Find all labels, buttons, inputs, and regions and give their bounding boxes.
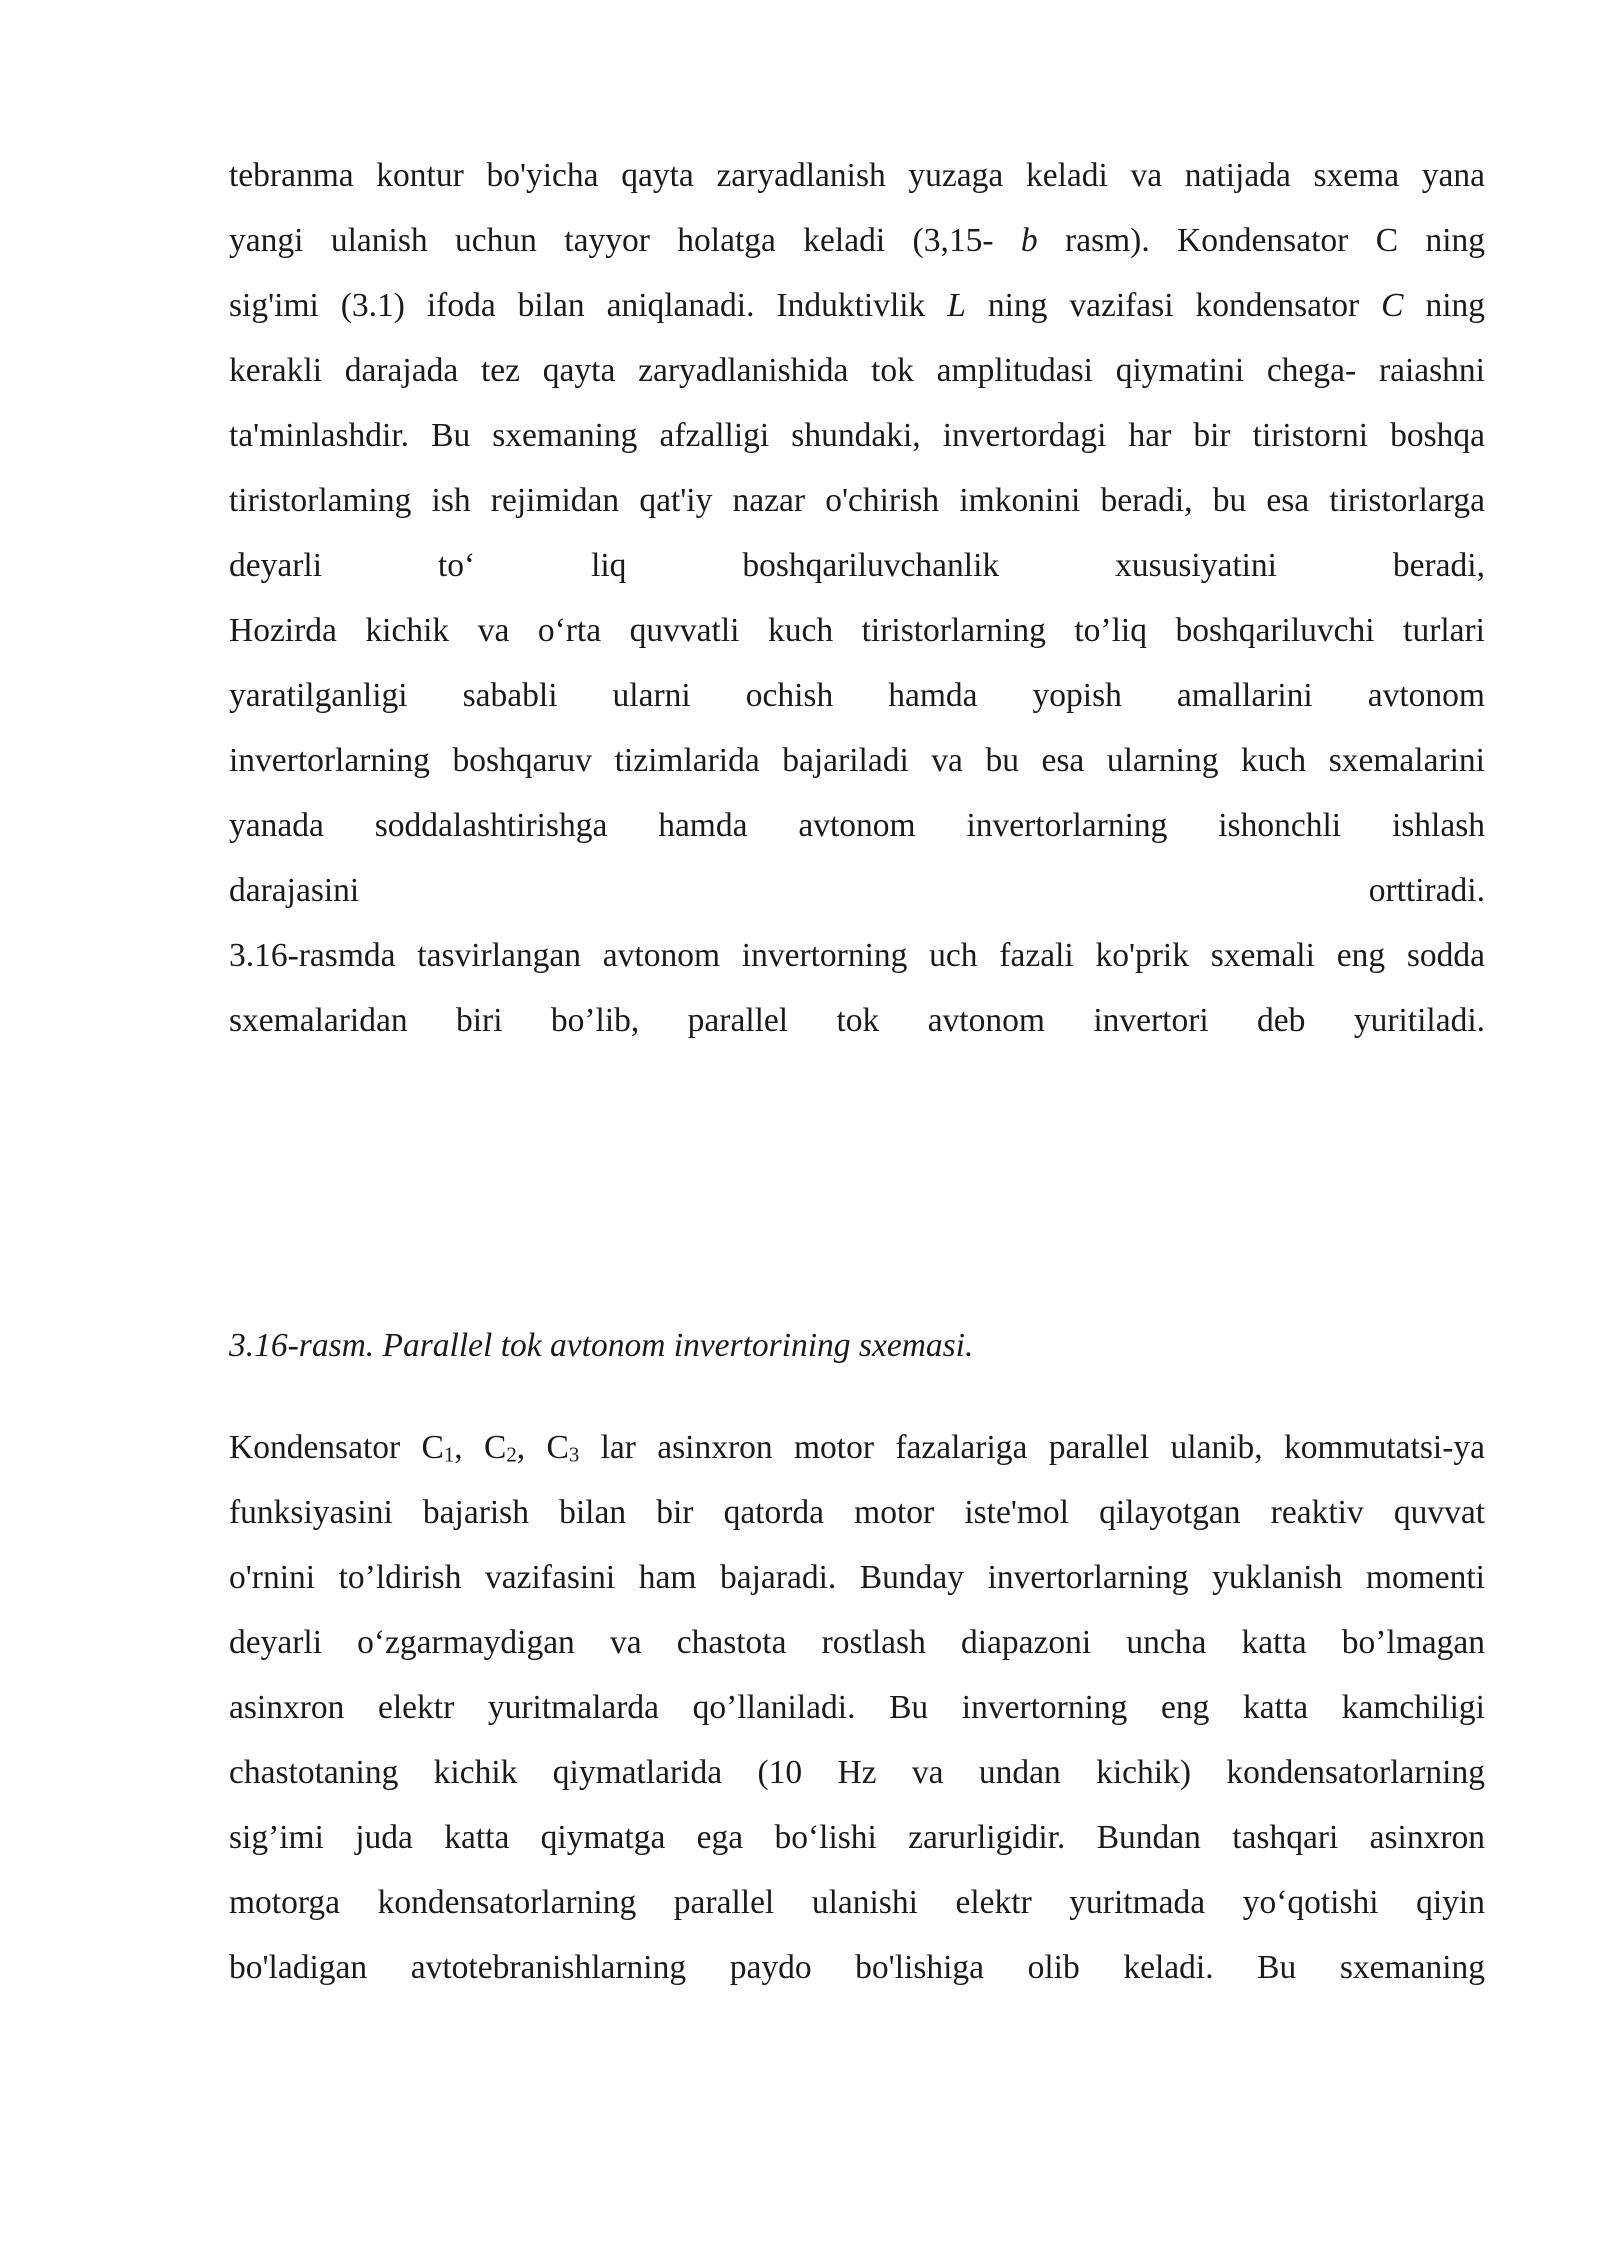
text-line: bo'ladigan avtotebranishlarning paydo bo'lishiga olib keladi. Bu sxemaning bbox=[229, 1949, 1485, 1986]
text-line: tiristorlaming ish rejimidan qat'iy nazar o'chirish imkonini beradi, bu esa tiristorlarga bbox=[229, 482, 1485, 519]
text-line: kerakli darajada tez qayta zaryadlanishida tok amplitudasi qiymatini chega- raiashni bbox=[229, 352, 1485, 389]
caption-text: 3.16-rasm. Parallel tok avtonom invertorining sxemasi. bbox=[229, 1327, 974, 1364]
text-line: tebranma kontur bo'yicha qayta zaryadlanish yuzaga keladi va natijada sxema yana bbox=[229, 157, 1485, 194]
text-line: ta'minlashdir. Bu sxemaning afzalligi shundaki, invertordagi har bir tiristorni boshqa bbox=[229, 417, 1485, 454]
italic-variable: L bbox=[947, 287, 966, 324]
text-run: lar asinxron motor fazalariga parallel ulanib, kommutatsi-ya bbox=[579, 1429, 1485, 1466]
text-line bbox=[229, 1415, 1485, 1480]
text-run: ning bbox=[1425, 287, 1485, 324]
text-line: deyarli to‘ liq boshqariluvchanlik xususiyatini beradi, bbox=[229, 547, 1485, 584]
italic-variable: C bbox=[1381, 287, 1404, 324]
paragraph-inverter-description bbox=[229, 143, 1485, 1053]
text-line: darajasini orttiradi. bbox=[229, 872, 1485, 909]
text-line: invertorlarning boshqaruv tizimlarida bajariladi va bu esa ularning kuch sxemalarini bbox=[229, 742, 1485, 779]
text-run: sig'imi (3.1) ifoda bilan aniqlanadi. Induktivlik bbox=[229, 287, 926, 324]
text-line: o'rnini to’ldirish vazifasini ham bajaradi. Bunday invertorlarning yuklanish momenti bbox=[229, 1559, 1485, 1596]
text-run: , C bbox=[454, 1429, 507, 1466]
text-line: funksiyasini bajarish bilan bir qatorda motor iste'mol qilayotgan reaktiv quvvat bbox=[229, 1494, 1485, 1531]
text-line: yanada soddalashtirishga hamda avtonom invertorlarning ishonchli ishlash bbox=[229, 807, 1485, 844]
text-line: deyarli o‘zgarmaydigan va chastota rostlash diapazoni uncha katta bo’lmagan bbox=[229, 1624, 1485, 1661]
text-line: chastotaning kichik qiymatlarida (10 Hz va undan kichik) kondensatorlarning bbox=[229, 1754, 1485, 1791]
text-line bbox=[229, 273, 1485, 338]
italic-variable: b bbox=[1020, 222, 1038, 259]
text-line: Hozirda kichik va o‘rta quvvatli kuch tiristorlarning to’liq boshqariluvchi turlari bbox=[229, 612, 1485, 649]
text-run: , C bbox=[516, 1429, 569, 1466]
text-line: sig’imi juda katta qiymatga ega bo‘lishi zarurligidir. Bundan tashqari asinxron bbox=[229, 1819, 1485, 1856]
text-run: yangi ulanish uchun tayyor holatga keladi (3,15- bbox=[229, 222, 994, 259]
text-line: yaratilganligi sababli ularni ochish hamda yopish amallarini avtonom bbox=[229, 677, 1485, 714]
figure-caption bbox=[229, 1313, 1485, 1378]
paragraph-capacitors bbox=[229, 1415, 1485, 2000]
subscript: 2 bbox=[506, 1443, 517, 1467]
text-run: rasm). Kondensator C ning bbox=[1065, 222, 1485, 259]
text-line: sxemalaridan biri bo’lib, parallel tok avtonom invertori deb yuritiladi. bbox=[229, 1002, 1485, 1039]
text-line: motorga kondensatorlarning parallel ulanishi elektr yuritmada yo‘qotishi qiyin bbox=[229, 1884, 1485, 1921]
text-line bbox=[229, 208, 1485, 273]
subscript: 3 bbox=[568, 1443, 580, 1467]
text-run: ning vazifasi kondensator bbox=[987, 287, 1360, 324]
text-line: asinxron elektr yuritmalarda qo’llaniladi. Bu invertorning eng katta kamchiligi bbox=[229, 1689, 1485, 1726]
subscript: 1 bbox=[443, 1443, 455, 1467]
text-run: Kondensator C bbox=[229, 1429, 444, 1466]
text-line: 3.16-rasmda tasvirlangan avtonom invertorning uch fazali ko'prik sxemali eng sodda bbox=[229, 937, 1485, 974]
